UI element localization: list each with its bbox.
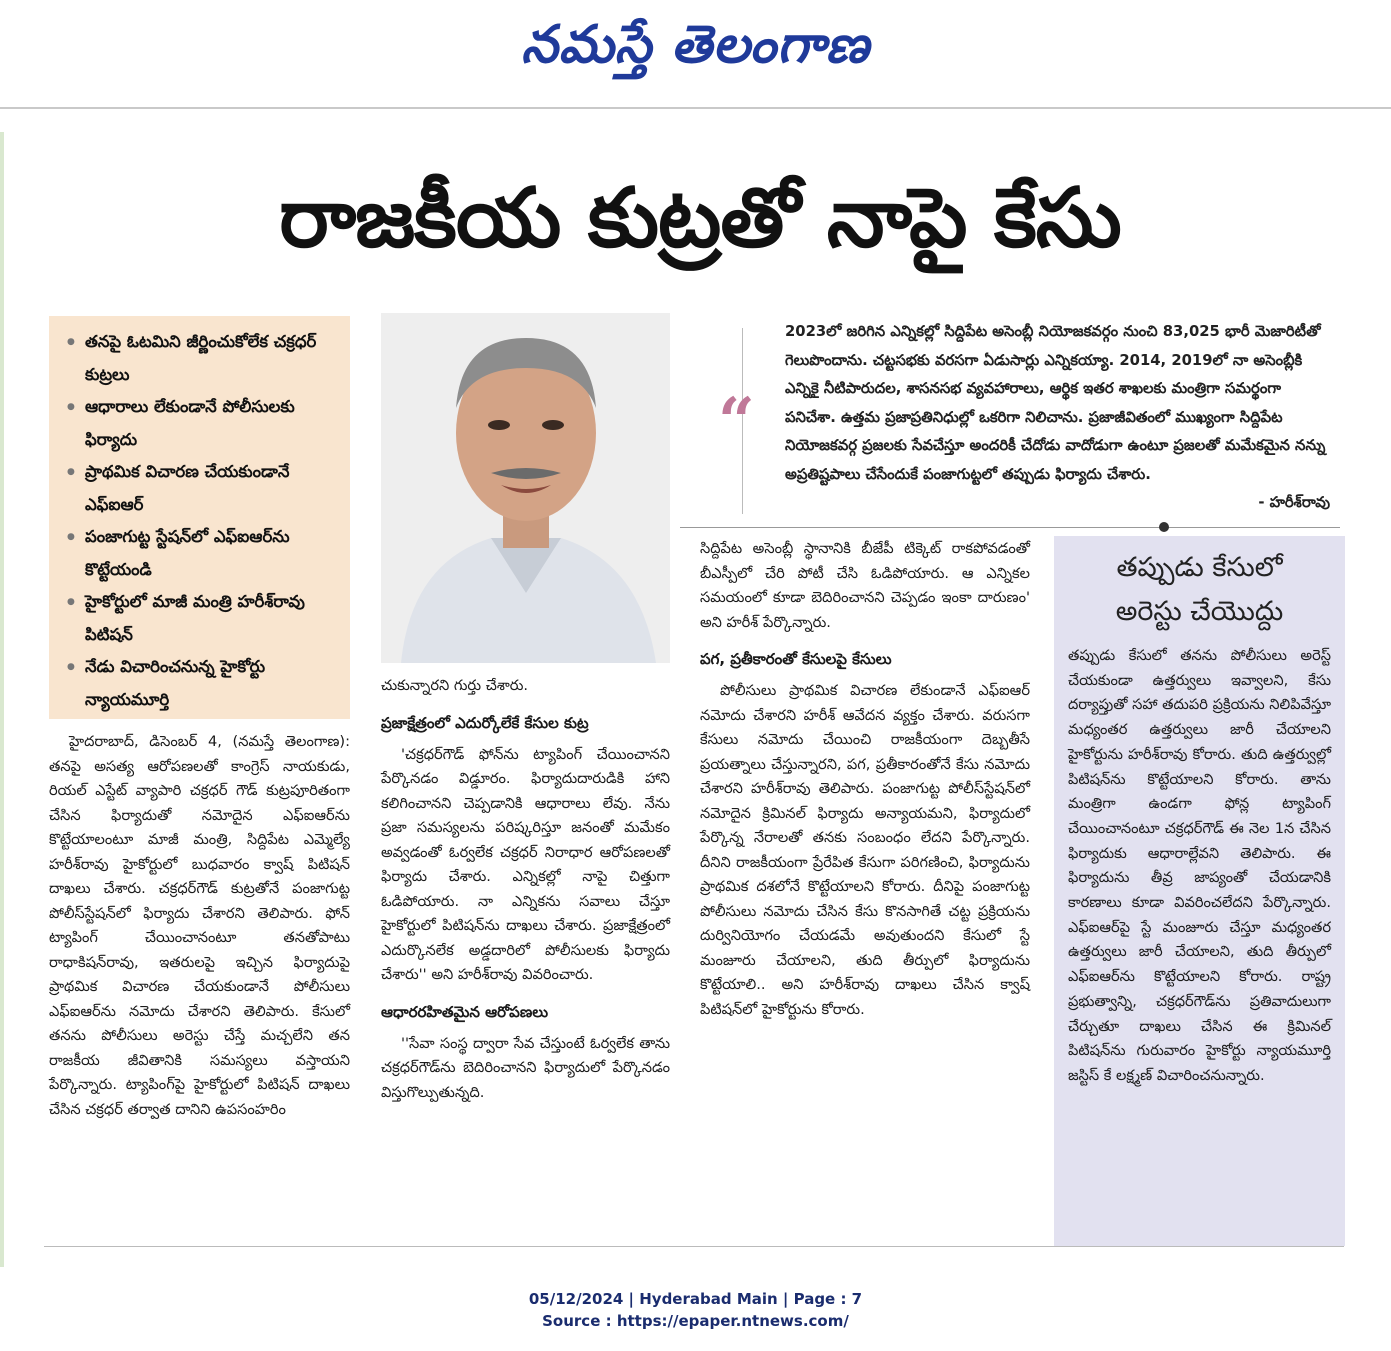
article-column-1 — [49, 730, 350, 1122]
sidebar-body: తప్పుడు కేసులో తనను పోలీసులు అరెస్ట్ చేయకుండా ఉత్తర్వులు ఇవ్వాలని, కేసు దర్యాప్తుతో సహా తదుపరి ప్రక్రియను నిలిపివేస్తూ మధ్యంతర ఉత్తర్వులు జారీ చేయాలని హైకోర్టును హరీశ్‌రావు కోరారు. తుది ఉత్తర్వుల్లో పిటిషన్‌ను కొట్టేయాలని కోరారు. తాను మంత్రిగా ఉండగా ఫోన్ల ట్యాపింగ్ చేయించానంటూ చక్రధర్‌గౌడ్ ఈ నెల 1న చేసిన ఫిర్యాదుకు ఆధారాల్లేవని తెలిపారు. ఈ ఫిర్యాదును తీవ్ర జాప్యంతో చేయడానికి కారణాలు కూడా వివరించలేదని పేర్కొన్నారు. ఎఫ్‌ఐఆర్‌పై స్టే మంజూరు చేస్తూ మధ్యంతర ఉత్తర్వులు జారీ చేయాలని, తుది తీర్పులో ఎఫ్‌ఐఆర్‌ను కొట్టేయాలని కోరారు. రాష్ట్ర ప్రభుత్వాన్ని, చక్రధర్‌గౌడ్‌ను ప్రతివాదులుగా చేర్చుతూ దాఖలు చేసిన ఈ క్రిమినల్ పిటిషన్‌ను గురువారం హైకోర్టు న్యాయమూర్తి జస్టిస్ కే లక్ష్మణ్ విచారించనున్నారు. — [1068, 647, 1331, 1084]
highlights-list — [49, 316, 350, 716]
subheading: ఆధారరహితమైన ఆరోపణలు — [381, 1002, 549, 1021]
quote-mark-icon: “ — [718, 384, 755, 459]
section-divider — [680, 527, 1340, 528]
sidebar-title — [1054, 536, 1345, 634]
article-column-3 — [700, 537, 1030, 1022]
footer-source: Source : https://epaper.ntnews.com/ — [542, 1312, 849, 1330]
masthead-divider — [0, 107, 1391, 109]
quote-author: - హరీశ్‌రావు — [1258, 494, 1330, 511]
article-paragraph: 'చక్రధర్‌గౌడ్ ఫోన్‌ను ట్యాపింగ్ చేయించానని పేర్కొనడం విడ్డూరం. ఫిర్యాదుదారుడికి హాని కలిగించానని చెప్పడానికి ఆధారాలు లేవు. నేను ప్రజా సమస్యలను పరిష్కరిస్తూ జనంతో మమేకం అవ్వడంతో ఓర్వలేక చక్రధర్ నిరాధార ఆరోపణలతో ఫిర్యాదు చేశారు. ఎన్నికల్లో నాపై చిత్తుగా ఓడిపోయారు. నా ఎన్నికను సవాలు చేస్తూ హైకోర్టులో పిటిషన్‌ను దాఖలు చేశారు. ప్రజాక్షేత్రంలో ఎదుర్కొనలేక అడ్డదారిలో పోలీసులకు ఫిర్యాదు చేశారు'' అని హరీశ్‌రావు వివరించారు. — [381, 745, 670, 983]
headline: రాజకీయ కుట్రతో నాపై కేసు — [279, 171, 1121, 266]
pull-quote — [785, 318, 1330, 518]
subheading: పగ, ప్రతీకారంతో కేసులపై కేసులు — [700, 650, 892, 668]
page-edge-strip — [0, 132, 4, 1267]
footer-info: 05/12/2024 | Hyderabad Main | Page : 7 — [528, 1290, 863, 1308]
article-lead-paragraph: హైదరాబాద్, డిసెంబర్ 4, (నమస్తే తెలంగాణ): తనపై అసత్య ఆరోపణలతో కాంగ్రెస్ నాయకుడు, రియల్ ఎస్టేట్ వ్యాపారి చక్రధర్ గౌడ్ కుట్రపూరితంగా చేసిన ఫిర్యాదుతో నమోదైన ఎఫ్‌ఐఆర్‌ను కొట్టేయాలంటూ మాజీ మంత్రి, సిద్దిపేట ఎమ్మెల్యే హరీశ్‌రావు హైకోర్టులో బుధవారం క్వాష్ పిటిషన్ దాఖలు చేశారు. చక్రధర్‌గౌడ్ కుట్రతోనే పంజాగుట్ట పోలీస్‌స్టేషన్‌లో ఫిర్యాదు చేశారని తెలిపారు. ఫోన్ ట్యాపింగ్ చేయించానంటూ తనతోపాటు రాధాకిషన్‌రావు, ఇతరులపై ఇచ్చిన ఫిర్యాదుపై ప్రాథమిక విచారణ చేయకుండానే పోలీసులు ఎఫ్‌ఐఆర్‌ను నమోదు చేశారని తెలిపారు. కేసులో తనను పోలీసులు అరెస్టు చేస్తే మచ్చలేని తన రాజకీయ జీవితానికి సమస్యలు వస్తాయని పేర్కొన్నారు. ట్యాపింగ్‌పై హైకోర్టులో పిటిషన్ దాఖలు చేసిన చక్రధర్ తర్వాత దానిని ఉపసంహరిం — [49, 733, 350, 1118]
photo-tail-text: చుకున్నారని గుర్తు చేశారు. — [381, 677, 529, 694]
article-paragraph: ''సేవా సంస్థ ద్వారా సేవ చేస్తుంటే ఓర్వలేక తాను చక్రధర్‌గౌడ్‌ను బెదిరించానని ఫిర్యాదులో పేర్కొనడం విస్తుగొల్పుతున్నది. — [381, 1034, 670, 1101]
quote-body: 2023లో జరిగిన ఎన్నికల్లో సిద్దిపేట అసెంబ్లీ నియోజకవర్గం నుంచి 83,025 భారీ మెజారిటీతో గెలుపొందాను. చట్టసభకు వరసగా ఏడుసార్లు ఎన్నికయ్యా. 2014, 2019లో నా అసెంబ్లీకి ఎన్నికై నీటిపారుదల, శాసనసభ వ్యవహారాలు, ఆర్థిక ఇతర శాఖలకు మంత్రిగా సమర్థంగా పనిచేశా. ఉత్తమ ప్రజాప్రతినిధుల్లో ఒకరిగా నిలిచాను. ప్రజాజీవితంలో ముఖ్యంగా సిద్దిపేట నియోజకవర్గ ప్రజలకు సేవచేస్తూ అందరికీ చేదోడు వాదోడుగా ఉంటూ ప్రజలతో మమేకమైన నన్ను అప్రతిష్టపాలు చేసేందుకే పంజాగుట్టలో తప్పుడు ఫిర్యాదు చేశారు. — [785, 323, 1326, 483]
masthead — [0, 0, 1391, 105]
highlights-box — [49, 316, 350, 719]
highlight-item: ● నేడు విచారించనున్న హైకోర్టు న్యాయమూర్తి — [67, 651, 338, 716]
article-paragraph: సిద్దిపేట అసెంబ్లీ స్థానానికి బీజేపీ టిక్కెట్ రాకపోవడంతో బీఎస్పీలో చేరి పోటీ చేసి ఓడిపోయారు. ఆ ఎన్నికల సమయంలో కూడా బెదిరించానని చెప్పడం ఇంకా దారుణం' అని హరీశ్ పేర్కొన్నారు. — [700, 540, 1030, 631]
newspaper-logo: నమస్తే తెలంగాణ — [521, 14, 870, 75]
bottom-divider — [44, 1246, 1344, 1247]
portrait-illustration — [381, 313, 670, 663]
highlight-item: ● హైకోర్టులో మాజీ మంత్రి హరీశ్‌రావు పిటిషన్ — [67, 586, 338, 651]
sidebar-box — [1054, 536, 1345, 1246]
article-paragraph: పోలీసులు ప్రాథమిక విచారణ లేకుండానే ఎఫ్‌ఐఆర్ నమోదు చేశారని హరీశ్ ఆవేదన వ్యక్తం చేశారు. వరుసగా కేసులు నమోదు చేయించి రాజకీయంగా దెబ్బతీసే ప్రయత్నాలు చేస్తున్నారని, పగ, ప్రతీకారంతోనే కేసు నమోదు చేశారని హరీశ్‌రావు తెలిపారు. పంజాగుట్ట పోలీస్‌స్టేషన్‌లో నమోదైన క్రిమినల్ ఫిర్యాదు అన్యాయమని, ఫిర్యాదులో పేర్కొన్న నేరాలతో తనకు సంబంధం లేదని పేర్కొన్నారు. దీనిని రాజకీయంగా ప్రేరేపిత కేసుగా పరిగణించి, ఫిర్యాదును ప్రాథమిక దశలోనే కొట్టేయాలని కోరారు. దీనిపై పంజాగుట్ట పోలీసులు నమోదు చేసిన కేసు కొనసాగితే చట్ట ప్రక్రియను దుర్వినియోగం చేయడమే అవుతుందని కేసులో స్టే మంజూరు చేయాలని, తుది తీర్పులో ఫిర్యాదును కొట్టేయాలి.. అని హరీశ్‌రావు దాఖలు చేసిన క్వాష్ పిటిషన్‌లో హైకోర్టును కోరారు. — [700, 682, 1030, 1018]
sidebar-title-line: అరెస్టు చేయొద్దు — [1115, 596, 1284, 627]
article-column-2 — [381, 674, 670, 1105]
subheading: ప్రజాక్షేత్రంలో ఎదుర్కోలేకే కేసుల కుట్ర — [381, 713, 589, 732]
highlight-item: ● ప్రాథమిక విచారణ చేయకుండానే ఎఫ్‌ఐఆర్ — [67, 456, 338, 521]
highlight-item: ● పంజాగుట్ట స్టేషన్‌లో ఎఫ్‌ఐఆర్‌ను కొట్టేయండి — [67, 521, 338, 586]
portrait-photo — [381, 313, 670, 663]
highlight-item: ● తనపై ఓటమిని జీర్ణించుకోలేక చక్రధర్ కుట్రలు — [67, 326, 338, 391]
divider-dot — [1159, 522, 1169, 532]
highlight-item: ● ఆధారాలు లేకుండానే పోలీసులకు ఫిర్యాదు — [67, 391, 338, 456]
sidebar-title-line: తప్పుడు కేసులో — [1116, 552, 1283, 583]
